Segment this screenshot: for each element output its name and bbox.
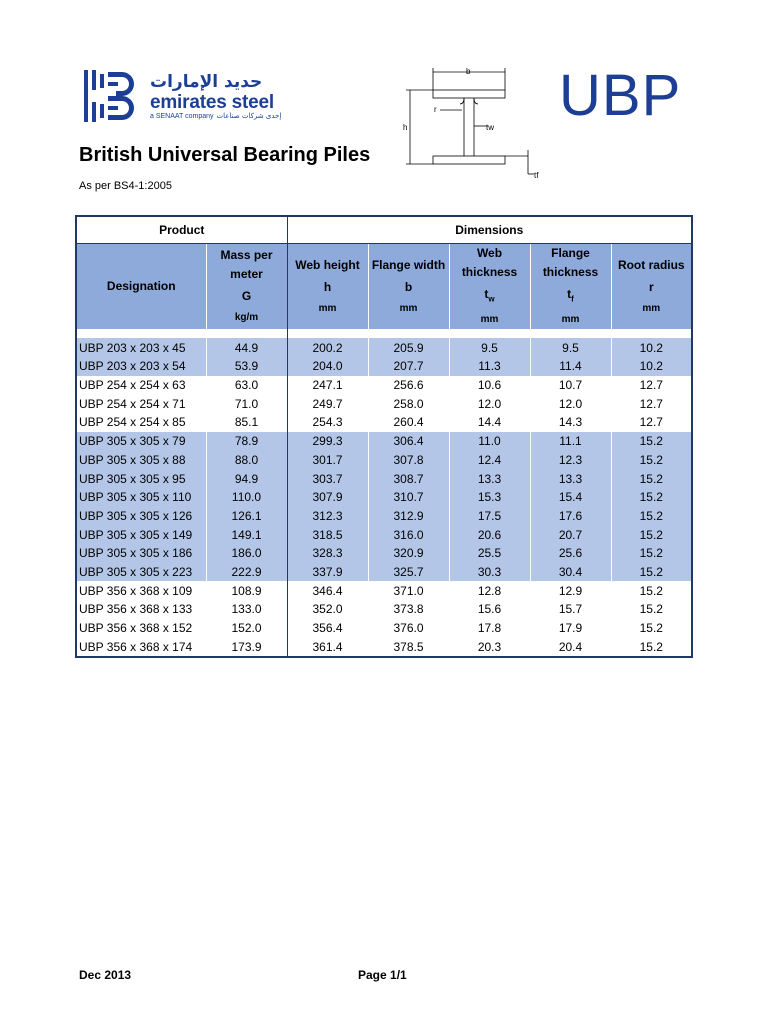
diagram-label-tw: tw [486,123,494,132]
value-cell: 14.4 [449,413,530,432]
value-cell: 10.6 [449,376,530,395]
value-cell: 17.9 [530,619,611,638]
column-header [287,244,368,330]
value-cell: 200.2 [287,338,368,357]
designation-cell: UBP 305 x 305 x 88 [76,451,206,470]
value-cell: 346.4 [287,581,368,600]
value-cell: 306.4 [368,432,449,451]
value-cell: 30.3 [449,563,530,582]
value-cell: 20.7 [530,525,611,544]
column-symbol [531,285,611,308]
symbol-main: b [404,279,413,294]
table-row [76,413,692,432]
value-cell: 15.2 [611,619,692,638]
value-cell: 13.3 [449,469,530,488]
spacer-cell [449,329,530,338]
designation-cell: UBP 305 x 305 x 126 [76,507,206,526]
spacer-cell [368,329,449,338]
value-cell: 12.0 [530,394,611,413]
value-cell: 12.4 [449,451,530,470]
value-cell: 12.7 [611,413,692,432]
value-cell: 308.7 [368,469,449,488]
value-cell: 325.7 [368,563,449,582]
table-body [76,329,692,657]
group-product: Product [76,216,287,244]
value-cell: 373.8 [368,600,449,619]
diagram-label-r: r [434,105,437,114]
column-unit: mm [480,314,499,326]
table-row [76,600,692,619]
value-cell: 11.4 [530,357,611,376]
value-cell: 320.9 [368,544,449,563]
column-symbol [369,278,449,297]
value-cell: 15.2 [611,563,692,582]
value-cell: 30.4 [530,563,611,582]
table-row [76,469,692,488]
value-cell: 152.0 [206,619,287,638]
column-header [449,244,530,330]
spacer-cell [530,329,611,338]
value-cell: 20.3 [449,637,530,657]
value-cell: 254.3 [287,413,368,432]
value-cell: 371.0 [368,581,449,600]
value-cell: 20.4 [530,637,611,657]
value-cell: 11.3 [449,357,530,376]
column-unit: kg/m [234,312,259,324]
value-cell: 12.7 [611,376,692,395]
logo-subtitle [150,112,281,120]
spacer-cell [76,329,206,338]
column-symbol [207,287,287,306]
value-cell: 15.7 [530,600,611,619]
value-cell: 303.7 [287,469,368,488]
value-cell: 15.2 [611,581,692,600]
value-cell: 12.0 [449,394,530,413]
column-header [206,244,287,330]
value-cell: 310.7 [368,488,449,507]
value-cell: 352.0 [287,600,368,619]
value-cell: 12.3 [530,451,611,470]
value-cell: 186.0 [206,544,287,563]
value-cell: 133.0 [206,600,287,619]
value-cell: 15.2 [611,507,692,526]
value-cell: 299.3 [287,432,368,451]
value-cell: 328.3 [287,544,368,563]
value-cell: 17.5 [449,507,530,526]
logo-sub-en: a SENAAT company [150,113,214,120]
value-cell: 15.2 [611,525,692,544]
designation-cell: UBP 203 x 203 x 45 [76,338,206,357]
table-row [76,544,692,563]
value-cell: 110.0 [206,488,287,507]
value-cell: 316.0 [368,525,449,544]
symbol-subscript: f [571,294,574,304]
column-unit: mm [642,302,661,314]
column-unit: mm [399,302,418,314]
symbol-main: G [241,289,252,304]
value-cell: 85.1 [206,413,287,432]
value-cell: 53.9 [206,357,287,376]
diagram-label-tf: tf [534,171,539,180]
footer-page-number: Page 1/1 [358,968,407,982]
value-cell: 11.1 [530,432,611,451]
table-row [76,581,692,600]
value-cell: 307.8 [368,451,449,470]
ubp-heading: UBP [559,63,682,128]
value-cell: 15.2 [611,432,692,451]
table-row [76,619,692,638]
table-row [76,488,692,507]
designation-cell: UBP 356 x 368 x 152 [76,619,206,638]
symbol-main: t [567,287,572,301]
table-row [76,338,692,357]
column-symbol [612,278,692,297]
value-cell: 312.9 [368,507,449,526]
column-label: Web thickness [461,246,518,279]
value-cell: 9.5 [530,338,611,357]
page-title: British Universal Bearing Piles [79,144,371,166]
spacer-cell [206,329,287,338]
column-label: Mass per meter [220,248,273,282]
value-cell: 9.5 [449,338,530,357]
value-cell: 94.9 [206,469,287,488]
designation-cell: UBP 305 x 305 x 223 [76,563,206,582]
value-cell: 10.2 [611,357,692,376]
value-cell: 207.7 [368,357,449,376]
standard-reference: As per BS4-1:2005 [79,180,172,192]
designation-cell: UBP 305 x 305 x 110 [76,488,206,507]
table-group-header [76,216,692,244]
value-cell: 173.9 [206,637,287,657]
value-cell: 25.5 [449,544,530,563]
column-label: Designation [106,279,176,294]
value-cell: 247.1 [287,376,368,395]
value-cell: 260.4 [368,413,449,432]
logo-english-text: emirates steel [150,92,274,113]
value-cell: 88.0 [206,451,287,470]
column-label: Web height [295,257,360,272]
value-cell: 307.9 [287,488,368,507]
value-cell: 249.7 [287,394,368,413]
column-header [530,244,611,330]
value-cell: 15.2 [611,544,692,563]
value-cell: 71.0 [206,394,287,413]
value-cell: 149.1 [206,525,287,544]
column-symbol [288,278,368,297]
table-spacer-row [76,329,692,338]
value-cell: 13.3 [530,469,611,488]
value-cell: 376.0 [368,619,449,638]
designation-cell: UBP 305 x 305 x 79 [76,432,206,451]
company-logo [84,70,284,122]
column-symbol [450,285,530,308]
spacer-cell [611,329,692,338]
value-cell: 337.9 [287,563,368,582]
column-label: Flange thickness [542,246,599,279]
value-cell: 15.2 [611,637,692,657]
designation-cell: UBP 254 x 254 x 85 [76,413,206,432]
value-cell: 12.8 [449,581,530,600]
table-row [76,563,692,582]
symbol-subscript: w [488,294,495,304]
value-cell: 222.9 [206,563,287,582]
value-cell: 205.9 [368,338,449,357]
table-row [76,637,692,657]
value-cell: 17.6 [530,507,611,526]
designation-cell: UBP 305 x 305 x 95 [76,469,206,488]
value-cell: 10.2 [611,338,692,357]
designation-cell: UBP 254 x 254 x 71 [76,394,206,413]
column-unit: mm [318,302,337,314]
column-unit: mm [561,314,580,326]
table-column-headers [76,244,692,330]
value-cell: 301.7 [287,451,368,470]
value-cell: 14.3 [530,413,611,432]
group-dimensions: Dimensions [287,216,692,244]
table-row [76,432,692,451]
i-beam-section-diagram [400,64,550,184]
value-cell: 361.4 [287,637,368,657]
value-cell: 10.7 [530,376,611,395]
table-row [76,376,692,395]
value-cell: 356.4 [287,619,368,638]
emirates-steel-logo-icon [84,70,136,122]
column-label: Root radius [617,257,685,272]
designation-cell: UBP 356 x 368 x 133 [76,600,206,619]
value-cell: 256.6 [368,376,449,395]
spacer-cell [287,329,368,338]
value-cell: 11.0 [449,432,530,451]
column-header [76,244,206,330]
value-cell: 15.6 [449,600,530,619]
symbol-main: t [484,287,489,301]
table-row [76,357,692,376]
designation-cell: UBP 305 x 305 x 186 [76,544,206,563]
value-cell: 312.3 [287,507,368,526]
value-cell: 15.2 [611,488,692,507]
designation-cell: UBP 356 x 368 x 109 [76,581,206,600]
value-cell: 44.9 [206,338,287,357]
symbol-main: h [323,279,332,294]
table-row [76,394,692,413]
value-cell: 108.9 [206,581,287,600]
value-cell: 12.9 [530,581,611,600]
table-row [76,451,692,470]
table-row [76,525,692,544]
value-cell: 204.0 [287,357,368,376]
value-cell: 15.4 [530,488,611,507]
value-cell: 20.6 [449,525,530,544]
value-cell: 318.5 [287,525,368,544]
designation-cell: UBP 203 x 203 x 54 [76,357,206,376]
value-cell: 378.5 [368,637,449,657]
value-cell: 12.7 [611,394,692,413]
value-cell: 78.9 [206,432,287,451]
value-cell: 15.2 [611,469,692,488]
symbol-main: r [648,279,654,294]
value-cell: 63.0 [206,376,287,395]
designation-cell: UBP 356 x 368 x 174 [76,637,206,657]
value-cell: 15.3 [449,488,530,507]
column-header [611,244,692,330]
footer-date: Dec 2013 [79,968,132,982]
column-header [368,244,449,330]
value-cell: 126.1 [206,507,287,526]
value-cell: 25.6 [530,544,611,563]
logo-arabic-text: حديد الإمارات [150,72,263,92]
value-cell: 15.2 [611,451,692,470]
value-cell: 258.0 [368,394,449,413]
designation-cell: UBP 254 x 254 x 63 [76,376,206,395]
value-cell: 17.8 [449,619,530,638]
designation-cell: UBP 305 x 305 x 149 [76,525,206,544]
logo-sub-ar: إحدى شركات صناعات [216,112,282,120]
table-row [76,507,692,526]
diagram-label-b: b [466,67,471,76]
column-label: Flange width [371,257,446,272]
diagram-label-h: h [403,123,408,132]
ubp-dimensions-table [75,215,693,658]
value-cell: 15.2 [611,600,692,619]
